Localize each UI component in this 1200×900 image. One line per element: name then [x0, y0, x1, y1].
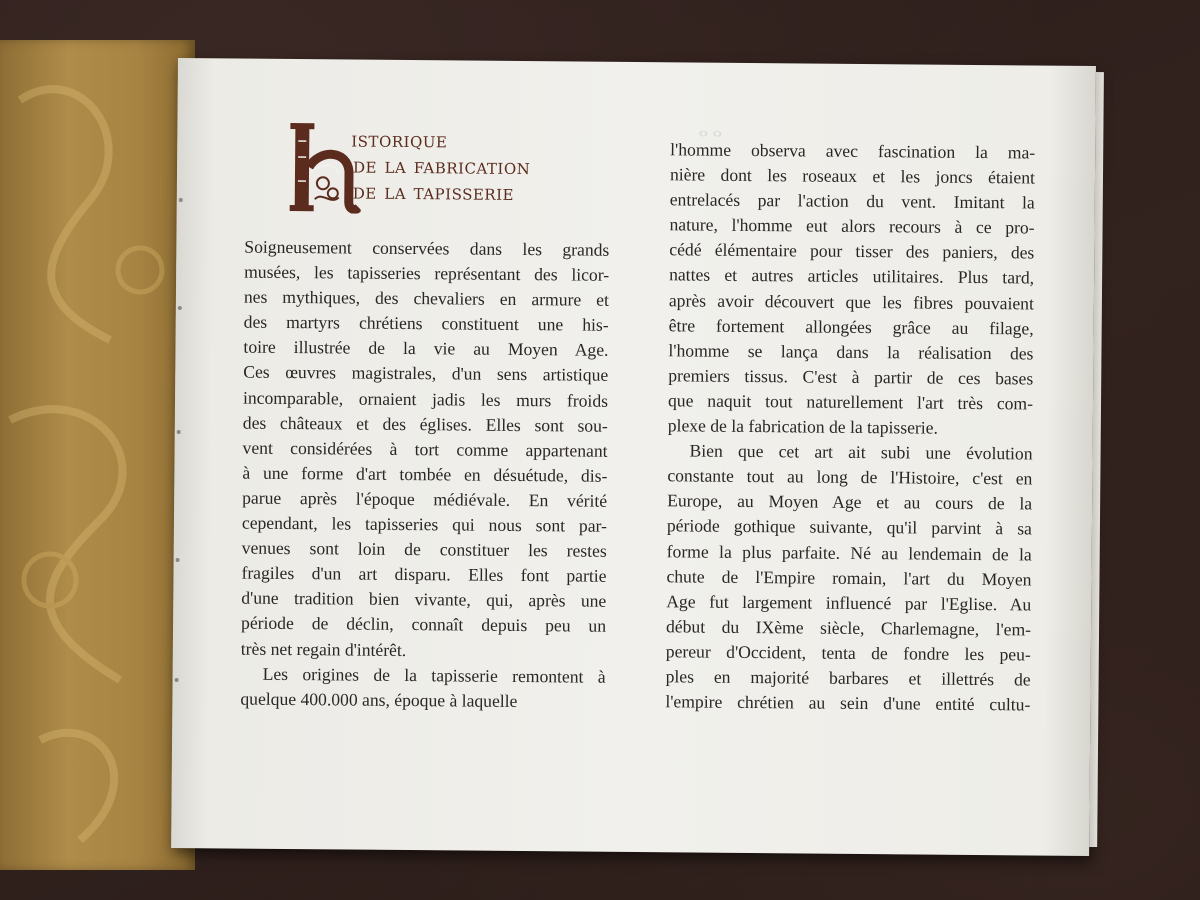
text-line: que naquit tout naturellement l'art très com-	[667, 390, 1034, 414]
text-line: quelque 400.000 ans, époque à laquelle	[240, 688, 518, 711]
text-line: d'une tradition bien vivante, qui, après une	[241, 587, 607, 612]
text-line: des martyrs chrétiens constituent une his-	[243, 311, 609, 336]
text-line: Soigneusement conservées dans les grands	[244, 236, 610, 260]
page-title	[289, 121, 610, 219]
title-line-2: de la fabrication	[352, 153, 531, 181]
right-text-column	[665, 137, 1035, 717]
damask-pattern	[0, 40, 195, 870]
text-line: constante tout au long de l'Histoire, c'est en	[667, 465, 1033, 489]
left-text-column	[240, 235, 609, 715]
text-line: vent considérées à tort comme appartenant	[242, 437, 608, 461]
text-line: à une forme d'art tombée en désuétude, dis-	[242, 462, 608, 486]
text-line: nes mythiques, des chevaliers en armure et	[243, 286, 609, 310]
text-line: des châteaux et des églises. Elles sont sou-	[242, 412, 608, 436]
text-line: Europe, au Moyen Age et au cours de la	[667, 490, 1033, 514]
text-line: l'homme observa avec fascination la ma-	[670, 139, 1036, 163]
text-line: début du IXème siècle, Charlemagne, l'em-	[665, 616, 1032, 640]
booklet-cover	[0, 40, 195, 870]
text-line: cependant, les tapisseries qui nous sont par-	[241, 512, 608, 536]
text-line: entrelacés par l'action du vent. Imitant la	[669, 189, 1035, 213]
page-stack-edge	[1089, 72, 1104, 847]
text-line: Age fut largement influencé par l'Eglise. Au	[666, 590, 1032, 615]
text-line: nature, l'homme eut alors recours à ce pro-	[669, 214, 1035, 238]
text-line: Ces œuvres magistrales, d'un sens artistique	[243, 362, 609, 386]
binding-holes	[178, 58, 1096, 66]
text-line: musées, les tapisseries représentant des licor-	[244, 261, 610, 285]
text-line: pereur d'Occident, tenta de fondre les peu-	[665, 641, 1031, 665]
text-line: Bien que cet art ait subi une évolution	[689, 440, 1033, 464]
text-line: venues sont loin de constituer les restes	[241, 537, 607, 561]
emboss-mark	[713, 131, 721, 137]
booklet-page	[171, 58, 1096, 856]
emboss-mark	[699, 131, 707, 137]
title-line-3: de la tapisserie	[352, 179, 515, 206]
text-line: nière dont les roseaux et les joncs étaient	[669, 164, 1036, 188]
text-line: incomparable, ornaient jadis les murs froids	[242, 387, 609, 411]
text-line: l'empire chrétien au sein d'une entité cultu-	[665, 691, 1031, 715]
title-line-1: istorique	[351, 127, 448, 154]
text-line: après avoir découvert que les fibres pouvaient	[668, 289, 1034, 314]
text-line: toire illustrée de la vie au Moyen Age.	[243, 336, 609, 361]
text-line: très net regain d'intérêt.	[240, 638, 407, 660]
text-line: nattes et autres articles utilitaires. Plus tard,	[669, 264, 1035, 288]
text-line: l'homme se lança dans la réalisation des	[668, 340, 1034, 364]
text-line: premiers tissus. C'est à partir de ces bases	[668, 365, 1034, 389]
text-line: période gothique suivante, qu'il parvint à sa	[666, 515, 1033, 539]
text-line: ples en majorité barbares et illettrés de	[665, 666, 1031, 690]
text-line: chute de l'Empire romain, l'art du Moyen	[666, 565, 1032, 590]
text-line: cédé élémentaire pour tisser des paniers, des	[669, 239, 1035, 263]
text-line: Les origines de la tapisserie remontent à	[262, 663, 606, 687]
text-line: plexe de la fabrication de la tapisserie.	[667, 415, 939, 438]
text-line: fragiles d'un art disparu. Elles font partie	[241, 562, 607, 586]
text-line: être fortement allongées grâce au filage,	[668, 314, 1034, 339]
text-line: forme la plus parfaite. Né au lendemain de la	[666, 540, 1032, 564]
text-line: période de déclin, connaît depuis peu un	[240, 612, 607, 637]
text-line: parue après l'époque médiévale. En vérité	[242, 487, 608, 511]
